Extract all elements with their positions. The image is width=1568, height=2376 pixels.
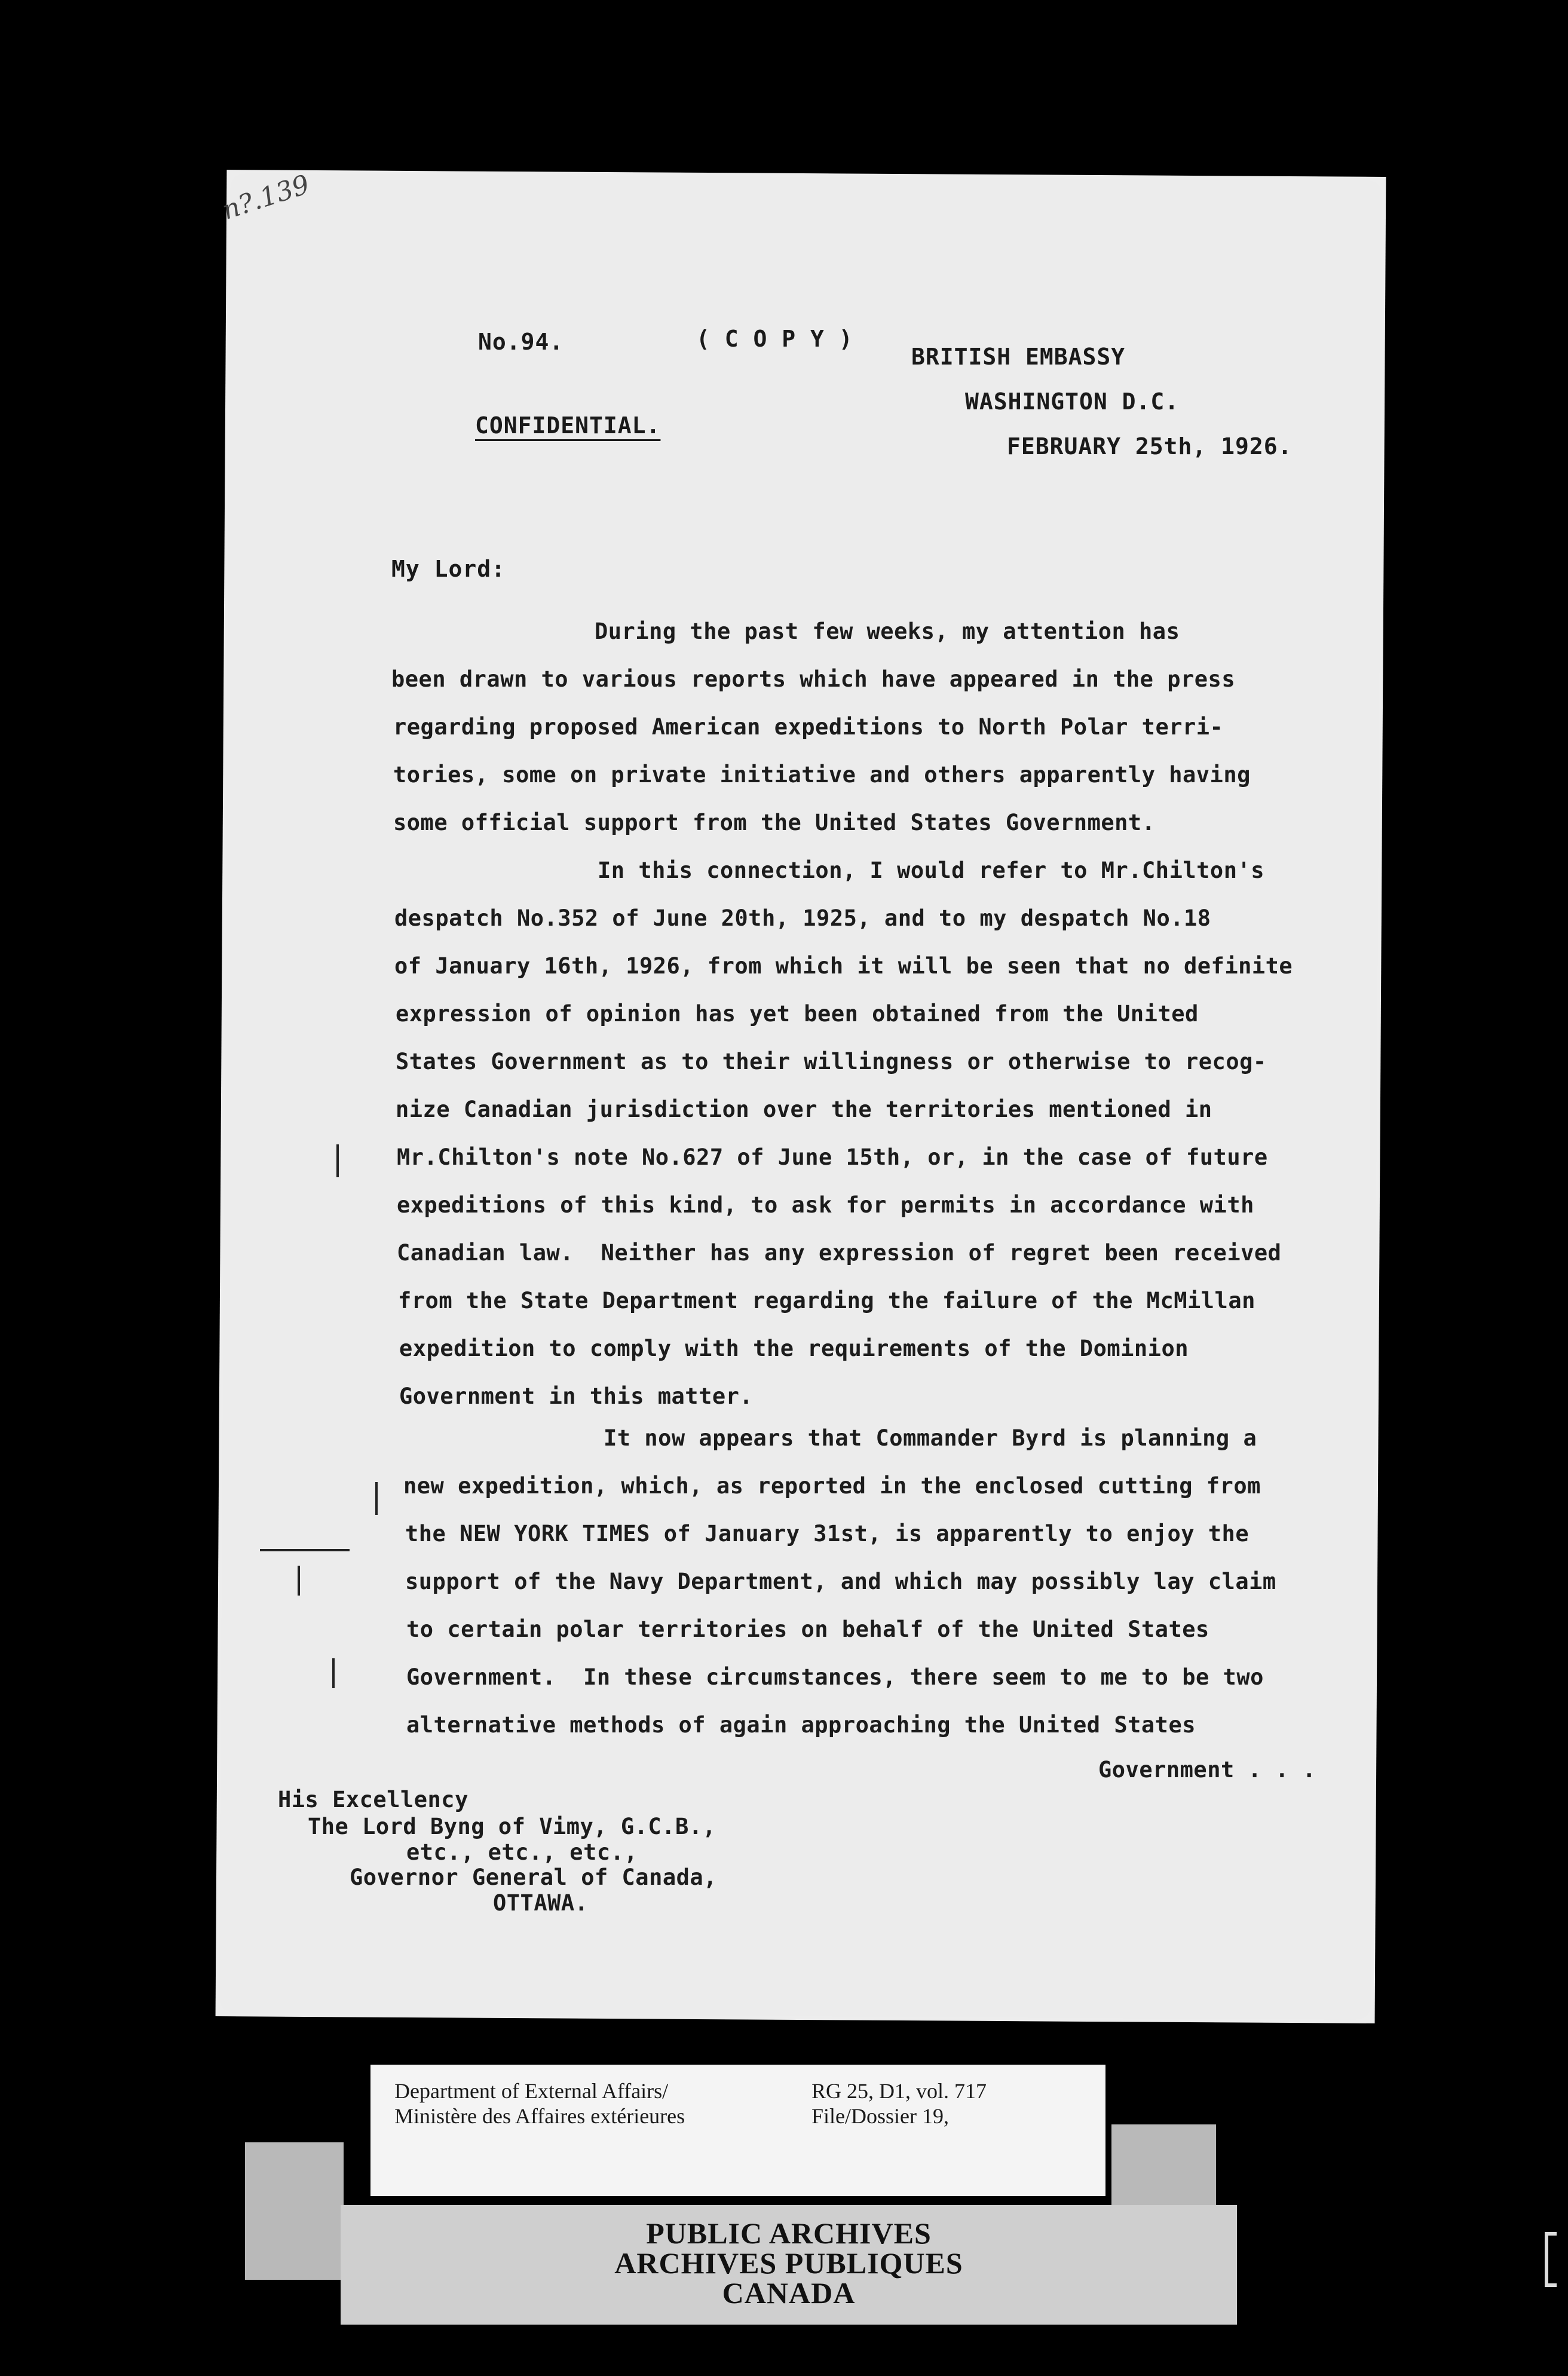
stamp-line: ARCHIVES PUBLIQUES [614, 2246, 963, 2280]
body-line: Canadian law. Neither has any expression of regret been received [397, 1240, 1282, 1266]
body-line: nize Canadian jurisdiction over the territories mentioned in [396, 1097, 1212, 1122]
copy-mark: ( C O P Y ) [696, 326, 853, 352]
body-line: from the State Department regarding the failure of the McMillan [398, 1288, 1255, 1313]
body-line: support of the Navy Department, and which may possibly lay claim [405, 1569, 1276, 1594]
body-line: In this connection, I would refer to Mr.Chilton's [598, 858, 1265, 883]
body-line: States Government as to their willingness or otherwise to recog- [396, 1049, 1267, 1074]
archive-file: File/Dossier 19, [811, 2104, 949, 2128]
margin-tick-mark [375, 1482, 378, 1515]
addressee-line: etc., etc., etc., [406, 1839, 638, 1865]
body-line: to certain polar territories on behalf of the United States [406, 1616, 1209, 1642]
body-line: the NEW YORK TIMES of January 31st, is apparently to enjoy the [405, 1521, 1250, 1547]
body-line: It now appears that Commander Byrd is planning a [604, 1425, 1257, 1451]
addressee-line: The Lord Byng of Vimy, G.C.B., [308, 1814, 716, 1839]
body-line: Government. In these circumstances, there seem to me to be two [406, 1664, 1264, 1690]
archive-dept-en: Department of External Affairs/ [394, 2079, 669, 2103]
body-line: Government in this matter. [399, 1383, 754, 1409]
salutation: My Lord: [391, 556, 506, 582]
despatch-number: No.94. [478, 329, 564, 355]
addressee-line: OTTAWA. [493, 1890, 589, 1916]
body-line: expedition to comply with the requirements of the Dominion [399, 1336, 1189, 1361]
film-edge-mark [1545, 2232, 1557, 2287]
stamp-tab-left [245, 2142, 344, 2280]
body-line: tories, some on private initiative and others apparently having [393, 762, 1251, 788]
body-line: alternative methods of again approaching the United States [406, 1712, 1196, 1738]
addressee-line: Governor General of Canada, [350, 1864, 717, 1890]
body-line: expeditions of this kind, to ask for permits in accordance with [397, 1192, 1254, 1218]
body-line: Mr.Chilton's note No.627 of June 15th, or, in the case of future [397, 1144, 1268, 1170]
archive-reference: RG 25, D1, vol. 717 [811, 2079, 987, 2103]
margin-dash-mark [260, 1549, 350, 1551]
addressee-line: His Excellency [278, 1787, 468, 1812]
stamp-line: PUBLIC ARCHIVES [646, 2216, 932, 2250]
body-line: During the past few weeks, my attention has [595, 619, 1180, 644]
body-line: some official support from the United States Government. [393, 810, 1156, 835]
classification-mark: CONFIDENTIAL. [475, 412, 661, 439]
body-line: regarding proposed American expeditions to North Polar terri- [393, 714, 1224, 740]
embassy-name: BRITISH EMBASSY [911, 344, 1126, 370]
margin-tick-mark [332, 1658, 335, 1688]
body-line: expression of opinion has yet been obtained from the United [396, 1001, 1199, 1027]
archive-dept-fr: Ministère des Affaires extérieures [394, 2104, 685, 2128]
embassy-city: WASHINGTON D.C. [965, 388, 1180, 415]
body-line: despatch No.352 of June 20th, 1925, and to my despatch No.18 [394, 905, 1211, 931]
letter-date: FEBRUARY 25th, 1926. [1007, 433, 1293, 460]
catchword: Government . . . [1098, 1757, 1316, 1783]
body-line: of January 16th, 1926, from which it will be seen that no definite [394, 953, 1293, 979]
margin-tick-mark [298, 1566, 300, 1596]
margin-note: n?.139 [218, 169, 314, 226]
stamp-line: CANADA [722, 2276, 856, 2310]
body-line: been drawn to various reports which have appeared in the press [391, 666, 1236, 692]
body-line: new expedition, which, as reported in the enclosed cutting from [403, 1473, 1261, 1499]
margin-tick-mark [336, 1144, 339, 1177]
